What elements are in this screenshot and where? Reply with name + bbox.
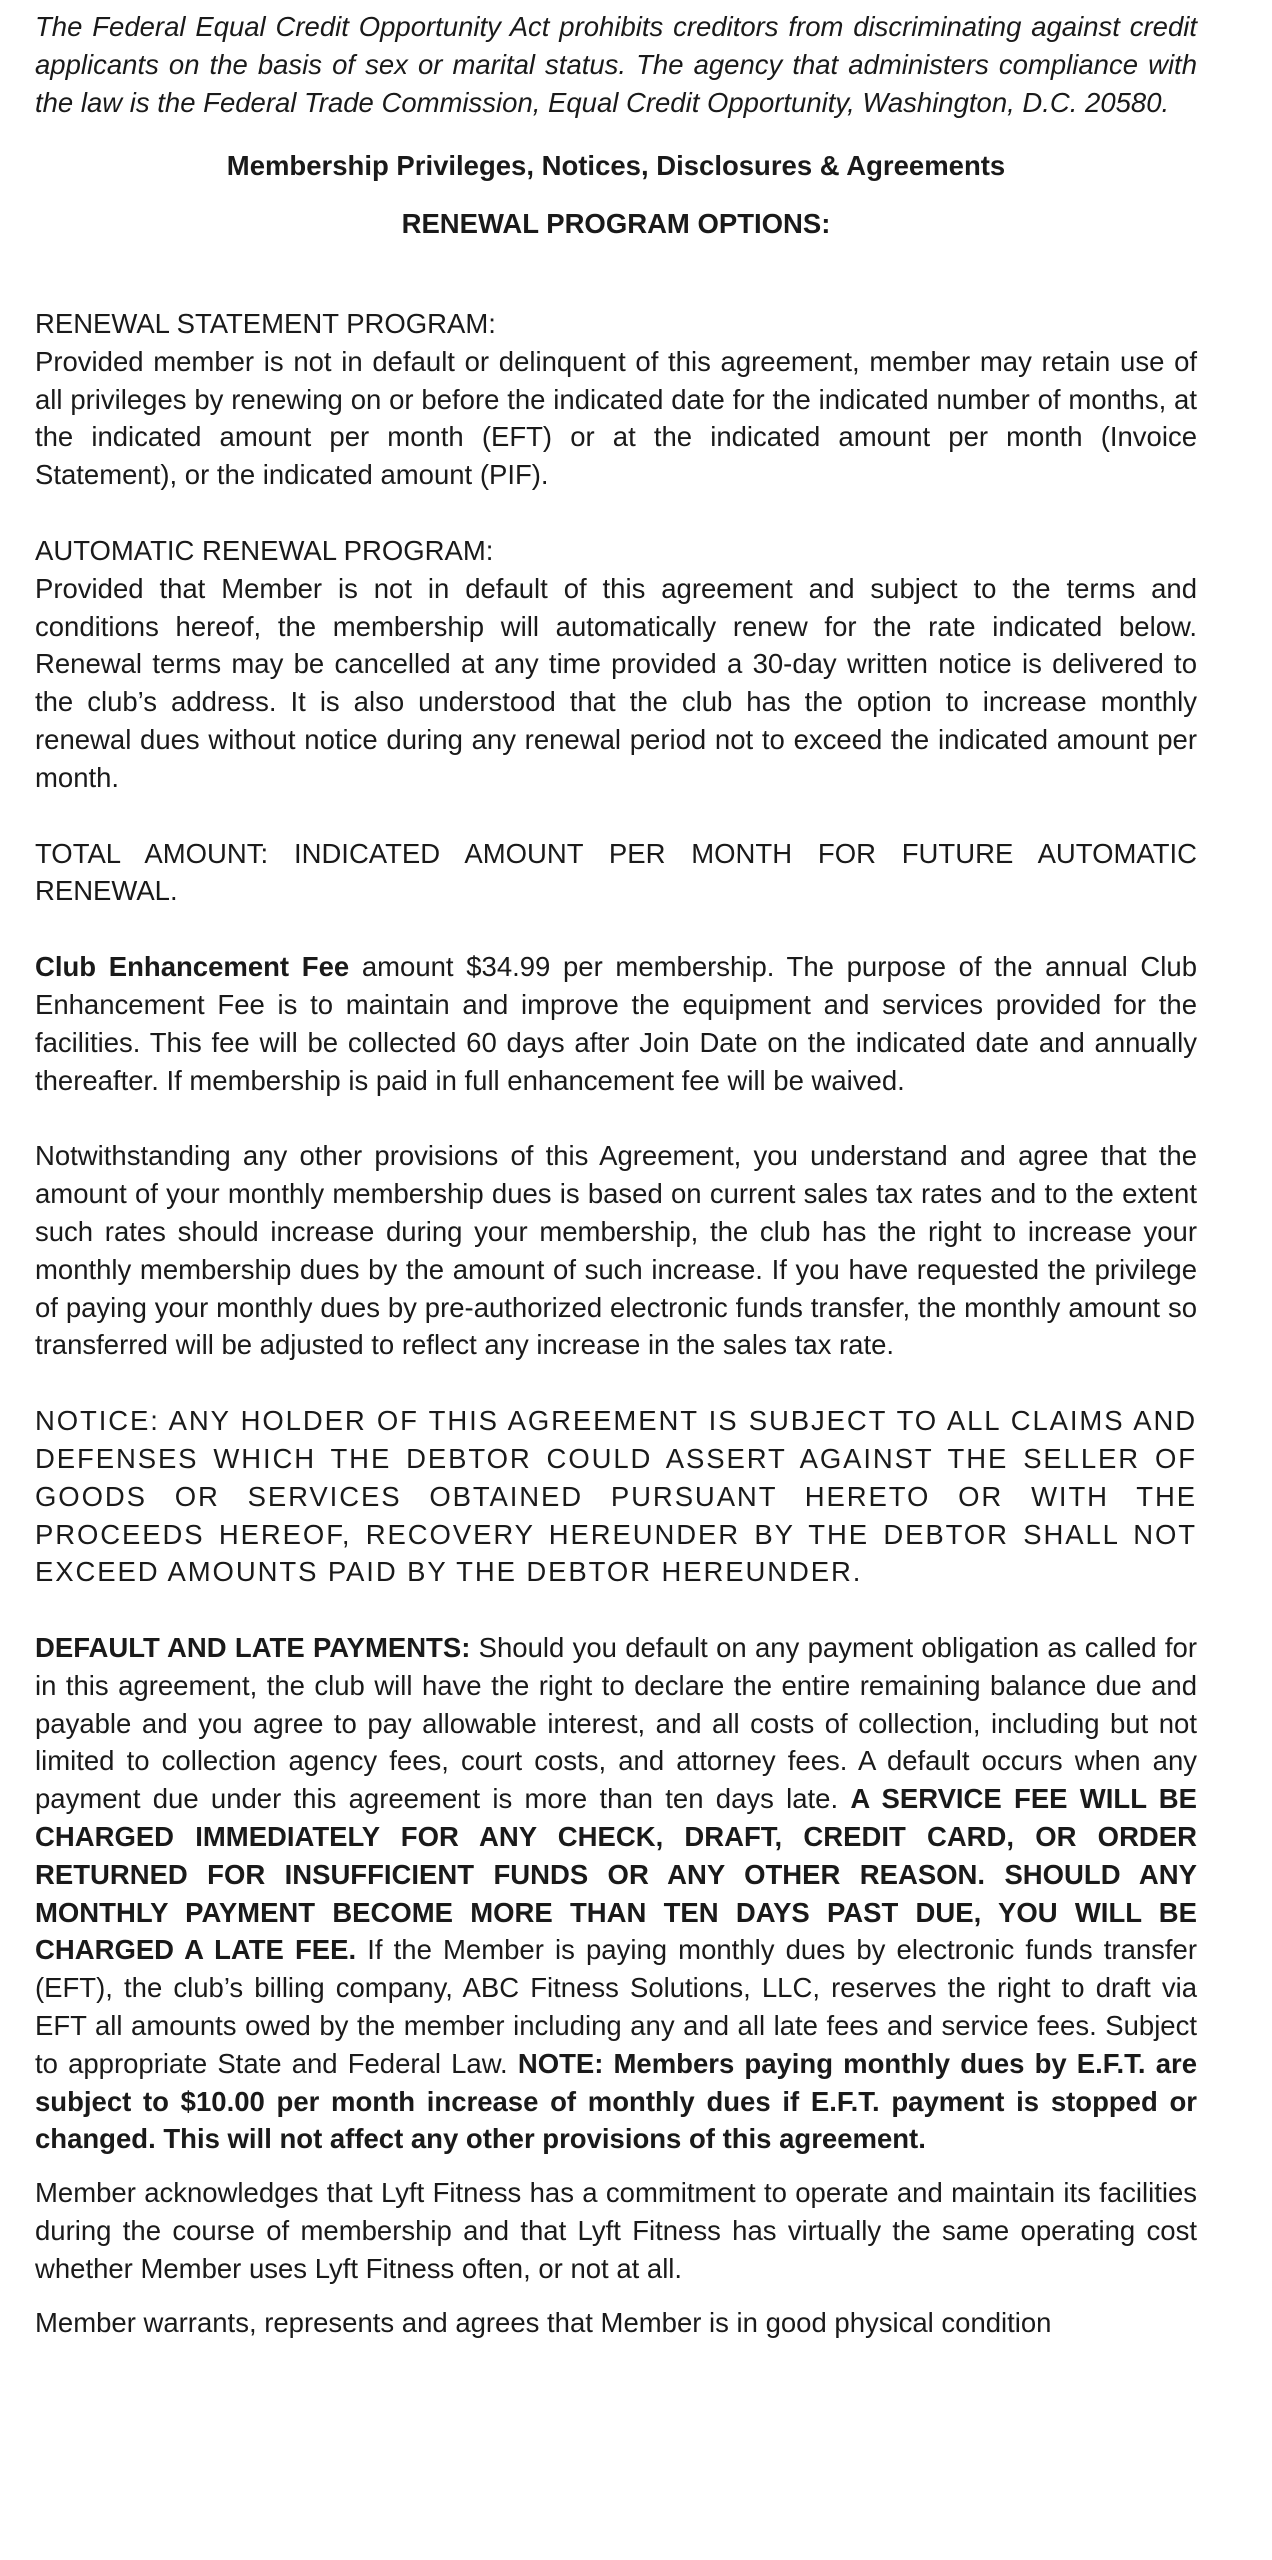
sales-tax-paragraph: Notwithstanding any other provisions of this Agreement, you understand and agree that the amount of your monthly membership dues is based on current sales tax rates and to the extent such rates should increase during your membership, the club has the right to increase your monthly membership dues by the amount of such increase. If you have requested the privilege of paying your monthly dues by pre-authorized electronic funds transfer, the monthly amount so transferred will be adjusted to reflect any increase in the sales tax rate. (35, 1140, 1197, 1361)
section-heading-main: Membership Privileges, Notices, Disclosures & Agreements (226, 150, 1006, 182)
automatic-renewal-title: AUTOMATIC RENEWAL PROGRAM: (35, 534, 494, 566)
service-fee-notice: A SERVICE FEE WILL BE CHARGED IMMEDIATELY FOR ANY CHECK, DRAFT, CREDIT CARD, OR ORDER RETURNED FOR INSUFFICIENT FUNDS OR ANY OTHER REASON. SHOULD ANY MONTHLY PAYMENT BECOME MORE THAN TEN DAYS PAST DUE, YOU WILL BE CHARGED A LATE FEE. (35, 1783, 1197, 1966)
warranty-paragraph: Member warrants, represents and agrees that Member is in good physical condition (35, 2306, 1052, 2338)
eft-note: NOTE: Members paying monthly dues by E.F.T. are subject to $10.00 per month increase of monthly dues if E.F.T. payment is stopped or changed. This will not affect any other provisions of this agreement. (35, 2047, 1198, 2155)
renewal-statement-body: Provided member is not in default or delinquent of this agreement, member may retain use of all privileges by renewing on or before the indicated date for the indicated number of months, at the indicated amount per month (EFT) or at the indicated amount per month (Invoice Statement), or the indicated amount (PIF). (35, 345, 1197, 491)
agreement-page (35, 8, 1197, 2341)
ecoa-notice: The Federal Equal Credit Opportunity Act prohibits creditors from discriminating against credit applicants on the basis of sex or marital status. The agency that administers compliance with the law is the Federal Trade Commission, Equal Credit Opportunity, Washington, D.C. 20580. (35, 11, 1197, 118)
section-heading-renewal-options: RENEWAL PROGRAM OPTIONS: (401, 208, 831, 240)
enhancement-fee-paragraph (35, 948, 1197, 1099)
renewal-statement-title: RENEWAL STATEMENT PROGRAM: (35, 307, 496, 339)
commitment-paragraph: Member acknowledges that Lyft Fitness has a commitment to operate and maintain its facilities during the course of membership and that Lyft Fitness has virtually the same operating cost whether Member uses Lyft Fitness often, or not at all. (35, 2177, 1197, 2284)
enhancement-fee-label: Club Enhancement Fee (35, 951, 350, 983)
automatic-renewal-body: Provided that Member is not in default of this agreement and subject to the terms and conditions hereof, the membership will automatically renew for the rate indicated below. Renewal terms may be cancelled at any time provided a 30-day written notice is delivered to the club’s address. It is also understood that the club has the option to increase monthly renewal dues without notice during any renewal period not to exceed the indicated amount per month. (35, 572, 1197, 793)
default-label: DEFAULT AND LATE PAYMENTS: (35, 1632, 471, 1664)
total-amount-paragraph: TOTAL AMOUNT: INDICATED AMOUNT PER MONTH FOR FUTURE AUTOMATIC RENEWAL. (35, 837, 1197, 907)
default-body-1: Should you default on any payment obligation as called for in this agreement, the club will have the right to declare the entire remaining balance due and payable and you agree to pay allowable interest, and all costs of collection, including but not limited to collection agency fees, court costs, and attorney fees. A default occurs when any payment due under this agreement is more than ten days late. (35, 1632, 1197, 1815)
default-late-payments-paragraph (35, 1629, 1197, 2158)
holder-notice-paragraph: NOTICE: ANY HOLDER OF THIS AGREEMENT IS SUBJECT TO ALL CLAIMS AND DEFENSES WHICH THE DEBTOR COULD ASSERT AGAINST THE SELLER OF GOODS OR SERVICES OBTAINED PURSUANT HERETO OR WITH THE PROCEEDS HEREOF, RECOVERY HEREUNDER BY THE DEBTOR SHALL NOT EXCEED AMOUNTS PAID BY THE DEBTOR HEREUNDER. (35, 1405, 1197, 1588)
enhancement-fee-body: amount $34.99 per membership. The purpose of the annual Club Enhancement Fee is to maintain and improve the equipment and services provided for the facilities. This fee will be collected 60 days after Join Date on the indicated date and annually thereafter. If membership is paid in full enhancement fee will be waived. (35, 951, 1197, 1096)
default-body-2: If the Member is paying monthly dues by electronic funds transfer (EFT), the club’s billing company, ABC Fitness Solutions, LLC, reserves the right to draft via EFT all amounts owed by the member including any and all late fees and service fees. Subject to appropriate State and Federal Law. (35, 1934, 1197, 2079)
